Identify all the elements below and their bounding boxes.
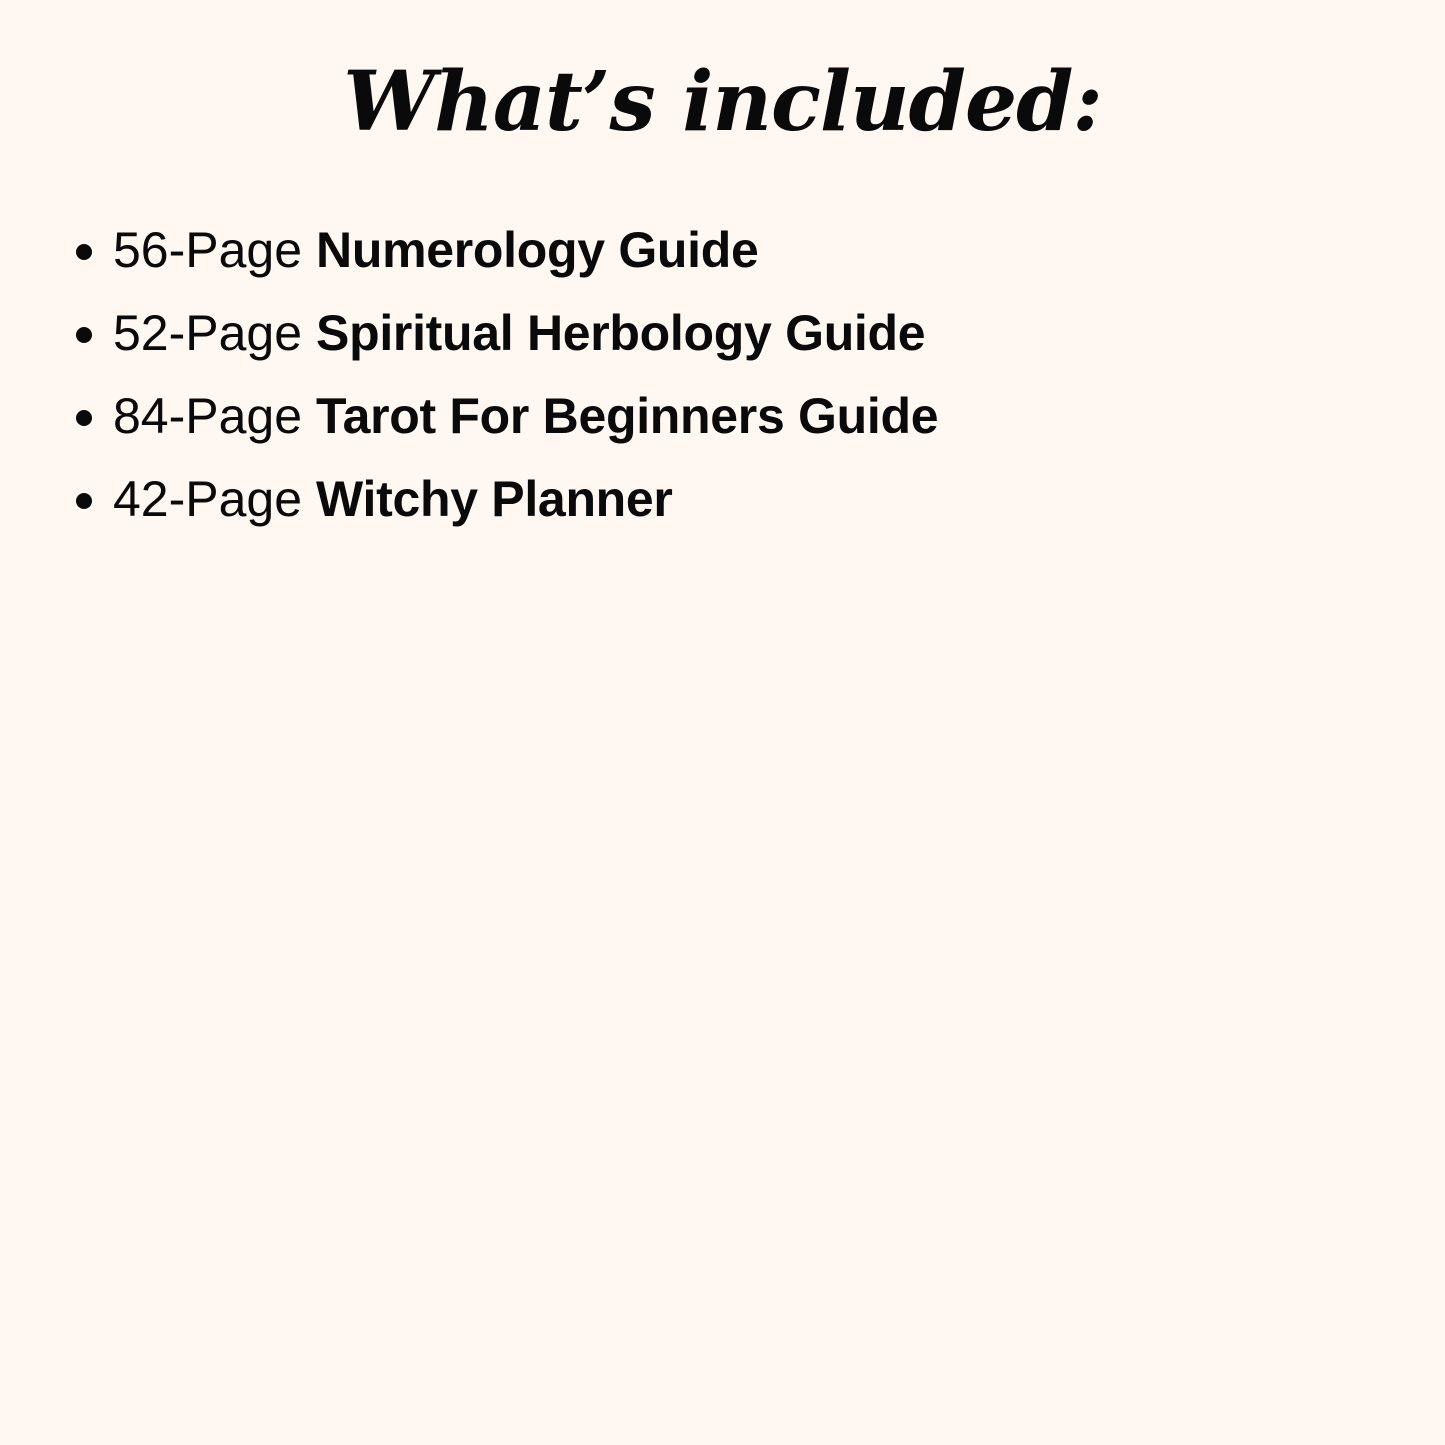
list-item [76, 303, 938, 386]
bullet-icon [76, 327, 92, 343]
bullet-icon [76, 244, 92, 260]
page-title: What’s included: [343, 54, 1102, 150]
included-items-list [76, 220, 938, 552]
bullet-icon [76, 493, 92, 509]
page-count: 56-Page [113, 222, 303, 278]
list-item [76, 469, 938, 552]
list-item [76, 220, 938, 303]
item-name: Witchy Planner [316, 471, 673, 527]
item-name: Spiritual Herbology Guide [316, 305, 926, 361]
item-name: Numerology Guide [316, 222, 759, 278]
item-name: Tarot For Beginners Guide [316, 388, 939, 444]
list-item [76, 386, 938, 469]
bullet-icon [76, 410, 92, 426]
page-count: 42-Page [113, 471, 303, 527]
page-count: 52-Page [113, 305, 303, 361]
page-count: 84-Page [113, 388, 303, 444]
